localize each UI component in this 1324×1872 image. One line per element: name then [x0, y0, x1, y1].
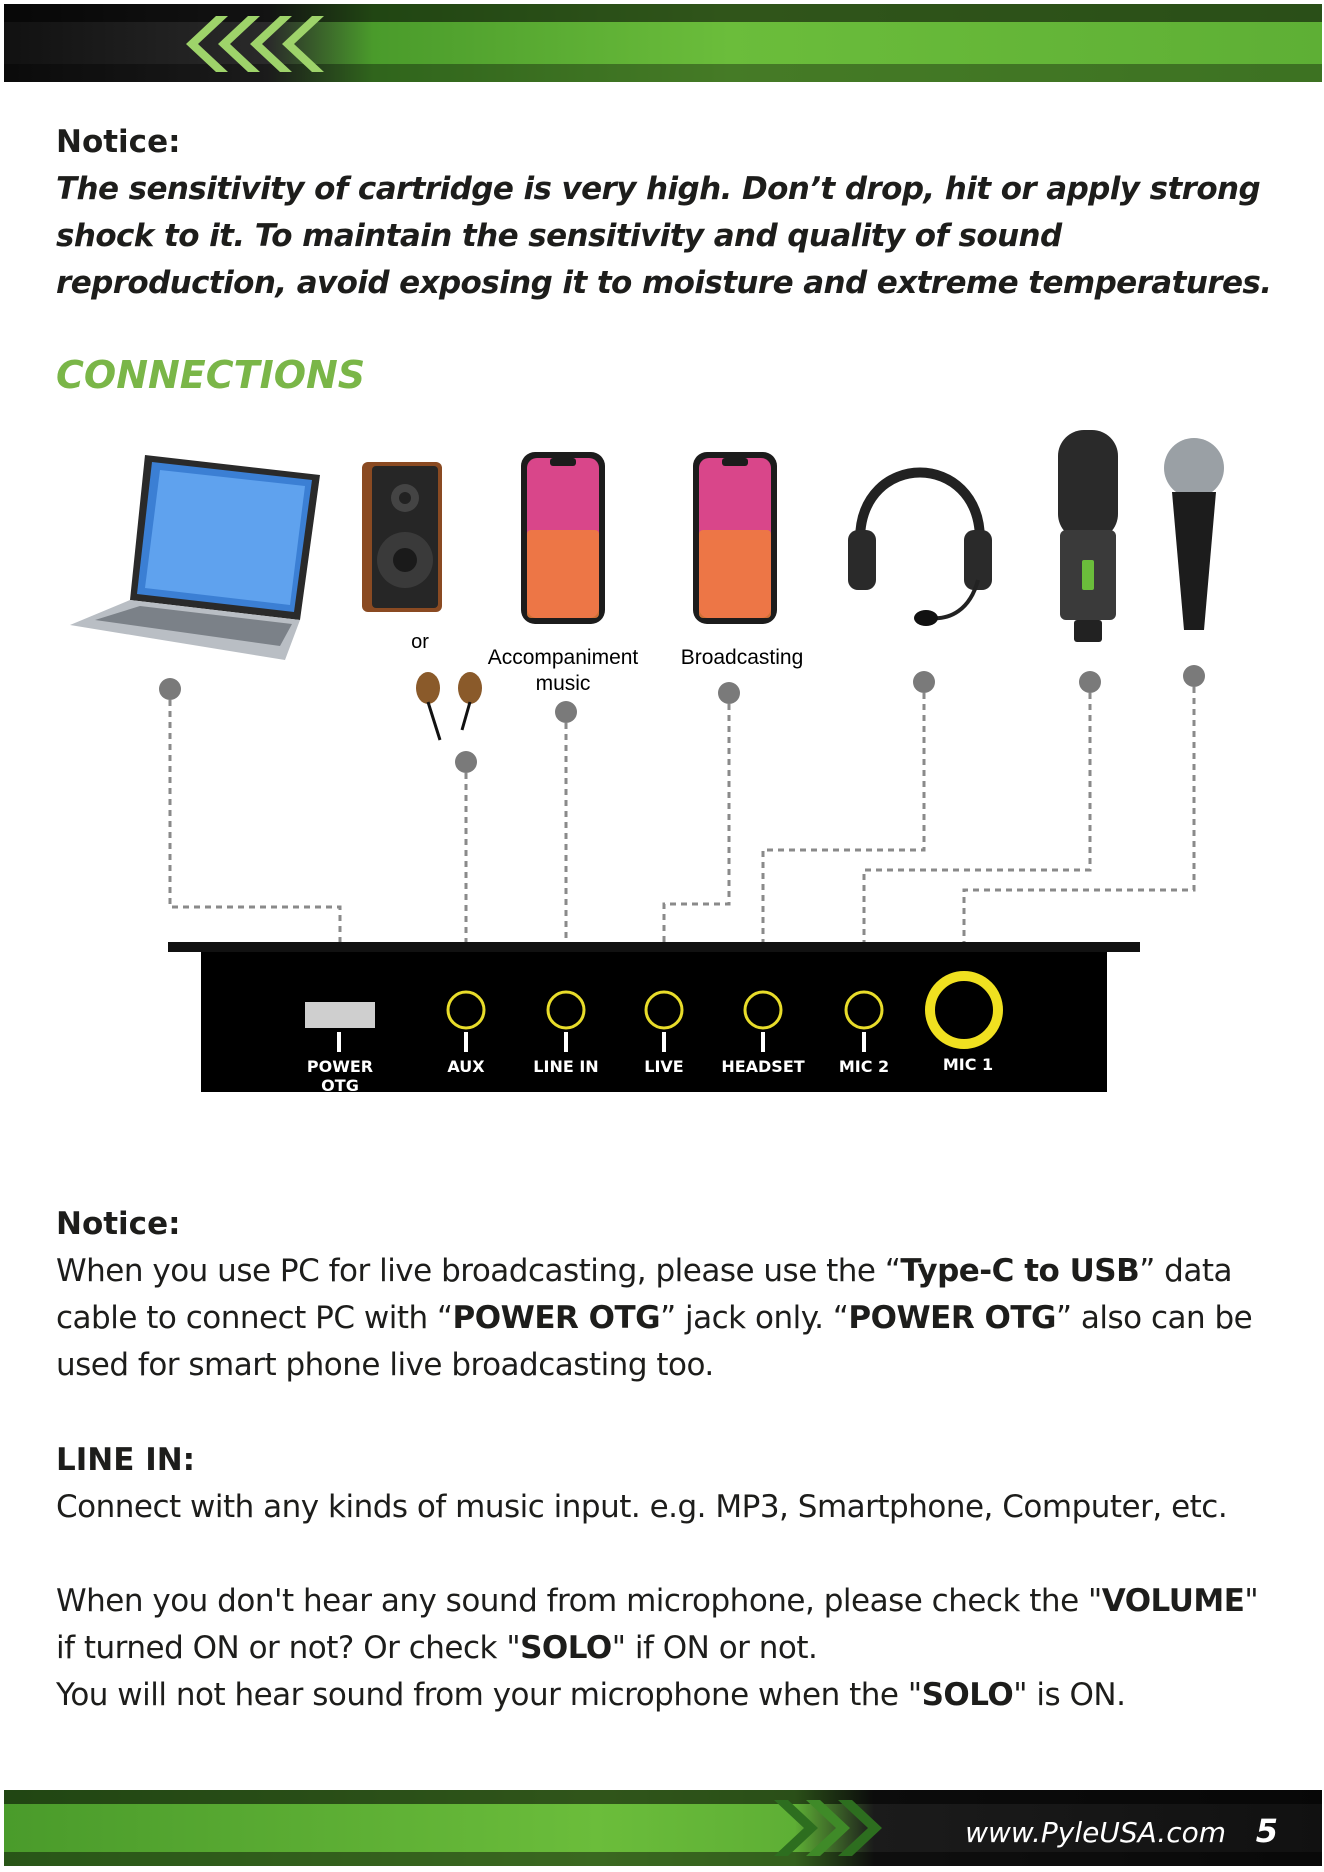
handheld-mic-icon [1164, 438, 1224, 630]
line-in-text: Connect with any kinds of music input. e.g. MP3, Smartphone, Computer, etc. [56, 1489, 1228, 1525]
footer-chevrons-icon [774, 1800, 894, 1856]
line-in-heading: LINE IN: [56, 1442, 196, 1478]
or-label: or [411, 631, 429, 653]
laptop-icon [70, 455, 320, 660]
speaker-icon [362, 462, 442, 612]
port-label-line-in: LINE IN [533, 1057, 599, 1076]
footer-bar [4, 1790, 1322, 1866]
port-label-mic2: MIC 2 [838, 1057, 890, 1076]
port-label-power: POWER [306, 1057, 374, 1076]
footer-stripe [4, 1790, 1322, 1804]
phone-broadcasting-icon [693, 452, 777, 624]
cartridge-notice-text: The sensitivity of cartridge is very high. Don’t drop, hit or apply strong shock to it. To maintain the sensitivity and quality of sound reproduction, avoid exposing it to moisture and extreme temperatures. [56, 171, 1272, 301]
headset-icon [848, 473, 992, 627]
notice-heading: Notice: [56, 124, 181, 160]
port-label-mic1: MIC 1 [942, 1055, 994, 1074]
footer-url: www.PyleUSA.com [965, 1816, 1226, 1849]
broadcasting-label: Broadcasting [680, 646, 804, 669]
port-label-headset: HEADSET [721, 1057, 805, 1076]
connection-diagram [0, 420, 1324, 1140]
port-label-live: LIVE [644, 1057, 684, 1076]
notice2-heading: Notice: [56, 1206, 181, 1242]
accompaniment-label: Accompaniment [487, 646, 639, 669]
connections-heading: CONNECTIONS [56, 353, 366, 397]
header-bar [4, 4, 1322, 82]
port-label-otg: OTG [321, 1076, 359, 1095]
power-otg-notice-text: When you use PC for live broadcasting, please use the “Type-C to USB” data cable to connect PC with “POWER OTG” jack only. “POWER OTG” also can be used for smart phone live broadcasting too. [56, 1253, 1253, 1383]
earphones-icon [416, 672, 482, 740]
chevrons-icon [184, 16, 344, 72]
footer-stripe-bottom [4, 1852, 1322, 1866]
phone-accompaniment-icon [521, 452, 605, 624]
mic-help-text: When you don't hear any sound from microphone, please check the "VOLUME" if turned ON or not? Or check "SOLO" if ON or not. You will not hear sound from your microphone when the "SOLO" is ON. [56, 1583, 1259, 1713]
accompaniment-music-label: music [535, 672, 591, 695]
port-label-aux: AUX [447, 1057, 485, 1076]
page-number: 5 [1255, 1812, 1278, 1850]
condenser-mic-icon [1058, 430, 1118, 642]
